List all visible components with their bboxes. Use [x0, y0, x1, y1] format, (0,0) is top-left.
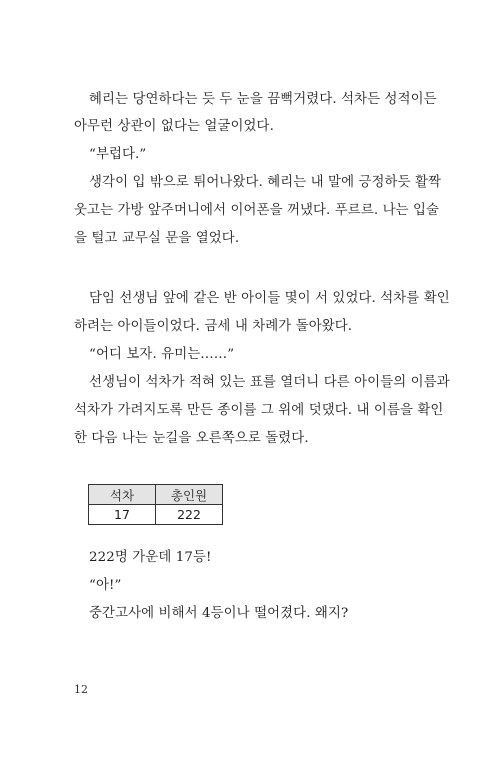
score-table — [88, 484, 223, 525]
line-after-table: 222명 가운데 17등! — [89, 550, 212, 565]
total-students-header: 총인원 — [156, 485, 223, 505]
dialogue-3: “아!” — [89, 578, 122, 593]
page-number: 12 — [74, 683, 88, 696]
paragraph-3-line-2: 하려는 아이들이었다. 금세 내 차례가 돌아왔다. — [74, 319, 353, 334]
paragraph-4-line-2: 석차가 가려지도록 만든 종이를 그 위에 덧댔다. 내 이름을 확인 — [74, 403, 444, 418]
total-students-value: 222 — [156, 505, 223, 525]
paragraph-4-line-3: 한 다음 나는 눈길을 오른쪽으로 돌렸다. — [74, 431, 309, 446]
dialogue-2: “어디 보자. 유미는……” — [89, 347, 235, 362]
rank-value: 17 — [89, 505, 156, 525]
dialogue-1: “부럽다.” — [89, 147, 147, 162]
paragraph-2-line-2: 웃고는 가방 앞주머니에서 이어폰을 꺼냈다. 푸르르. 나는 입술 — [74, 203, 440, 218]
score-table-row — [89, 505, 223, 525]
paragraph-1-line-2: 아무런 상관이 없다는 얼굴이었다. — [74, 119, 274, 134]
paragraph-4-line-1: 선생님이 석차가 적혀 있는 표를 열더니 다른 아이들의 이름과 — [89, 375, 450, 390]
rank-header: 석차 — [89, 485, 156, 505]
paragraph-2-line-3: 을 털고 교무실 문을 열었다. — [74, 231, 240, 246]
paragraph-3-line-1: 담임 선생님 앞에 같은 반 아이들 몇이 서 있었다. 석차를 확인 — [89, 291, 450, 306]
last-line: 중간고사에 비해서 4등이나 떨어졌다. 왜지? — [89, 606, 349, 621]
score-table-header-row — [89, 485, 223, 505]
paragraph-2-line-1: 생각이 입 밖으로 튀어나왔다. 혜리는 내 말에 긍정하듯 활짝 — [89, 175, 442, 190]
paragraph-1-line-1: 혜리는 당연하다는 듯 두 눈을 끔뻑거렸다. 석차든 성적이든 — [89, 92, 437, 107]
